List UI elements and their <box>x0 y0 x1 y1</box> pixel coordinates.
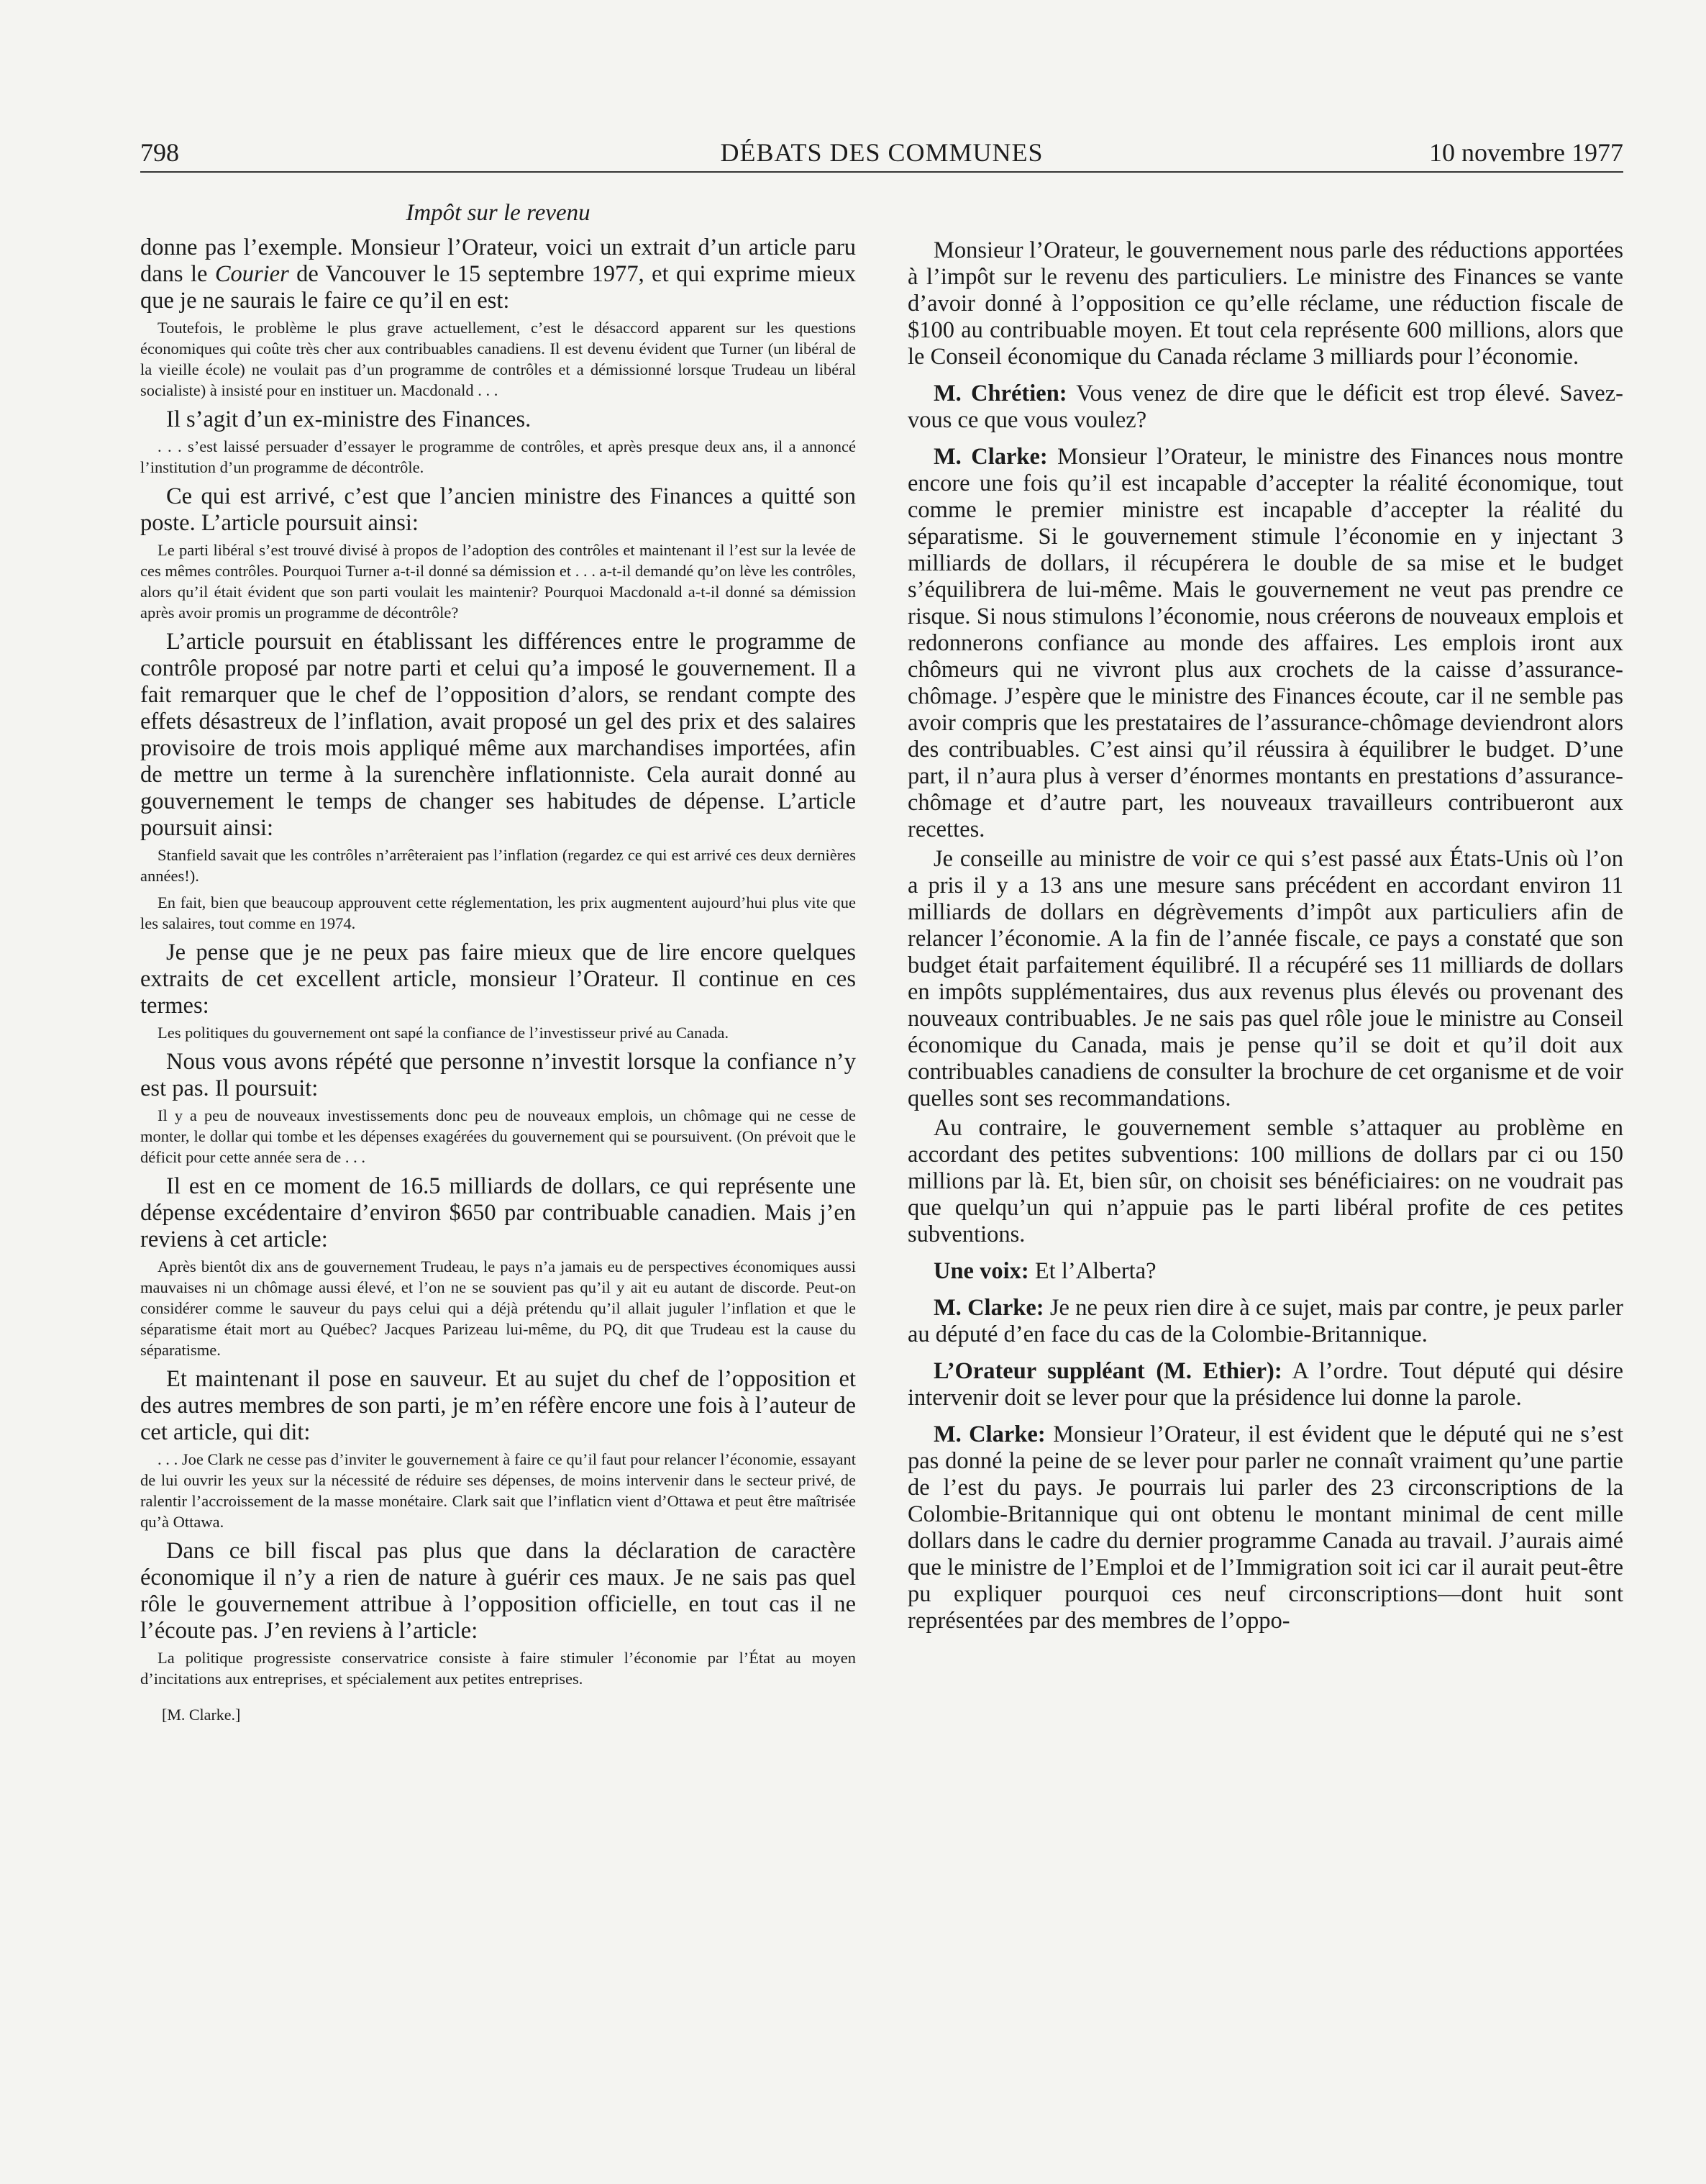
paragraph: donne pas l’exemple. Monsieur l’Orateur, voici un extrait d’un article paru dans le Courier de Vancouver le 15 septembre 1977, et qui exprime mieux que je ne saurais le faire ce qu’il en est: <box>140 235 857 314</box>
quotation: Stanfield savait que les contrôles n’arrêteraient pas l’inflation (regardez ce qui est arrivé ces deux dernières années!). <box>140 846 856 885</box>
quotation: Le parti libéral s’est trouvé divisé à propos de l’adoption des contrôles et maintenant il l’est sur la levée de ces mêmes contrôles. Pourquoi Turner a-t-il donné sa démission et . . . a-t-il demandé qu’on lève les contrôles, alors qu’il était évident que son parti voulait les maintenir? Pourquoi Macdonald a-t-il donné sa démission après avoir promis un programme de décontrôle? <box>140 541 856 622</box>
speech: M. Clarke: Monsieur l’Orateur, il est évident que le député qui ne s’est pas donné la peine de se lever pour parler ne connaît vraiment qu’une partie de l’est du pays. Je pourrais lui parler des 23 circonscriptions de la Colombie-Britannique qui ont obtenu le montant minimal de cent mille dollars dans le cadre du dernier programme Canada au travail. J’aurais aimé que le ministre de l’Emploi et de l’Immigration soit ici car il aurait peut-être pu expliquer pourquoi ces neuf circonscriptions—dont huit sont représentées par des membres de l’oppo- <box>908 1421 1623 1634</box>
right-column <box>908 237 1623 1637</box>
paragraph: Nous vous avons répété que personne n’investit lorsque la confiance n’y est pas. Il poursuit: <box>140 1049 856 1101</box>
paragraph: Et maintenant il pose en sauveur. Et au sujet du chef de l’opposition et des autres membres de son parti, je m’en réfère encore une fois à l’auteur de cet article, qui dit: <box>140 1366 856 1445</box>
speaker-attribution: [M. Clarke.] <box>162 1706 241 1724</box>
speaker-name: M. Clarke: <box>934 1421 1046 1447</box>
speech: M. Chrétien: Vous venez de dire que le déficit est trop élevé. Savez-vous ce que vous voulez? <box>908 381 1623 433</box>
speech: M. Clarke: Monsieur l’Orateur, le ministre des Finances nous montre encore une fois qu’il est incapable d’accepter la réalité économique, tout comme le premier ministre est incapable d’accepter la réalité du séparatisme. Si le gouvernement stimule l’économie en y injectant 3 milliards de dollars, il récupérera le double de sa mise et le budget s’équilibrera de lui-même. Mais le gouvernement ne veut pas prendre ce risque. Si nous stimulons l’économie, nous créerons de nouveaux emplois et redonnerons confiance au monde des affaires. Les emplois iront aux chômeurs qui ne vivront plus aux crochets de la caisse d’assurance-chômage. J’espère que le ministre des Finances écoute, car il ne semble pas avoir compris que les prestataires de l’assurance-chômage deviendront alors des contribuables. C’est ainsi qu’il réussira à équilibrer le budget. D’une part, il n’aura plus à verser d’énormes montants en prestations d’assurance-chômage et d’autre part, les nouveaux travailleurs contribueront aux recettes. <box>908 444 1623 842</box>
paragraph: Au contraire, le gouvernement semble s’attaquer au problème en accordant des petites subventions: 100 millions de dollars par ci ou 150 millions par là. Et, bien sûr, on choisit ses bénéficiaires: on ne voudrait pas que quelqu’un qui n’appuie pas le parti libéral profite de ces petites subventions. <box>908 1115 1623 1247</box>
document-page <box>140 137 1623 2122</box>
speaker-name: L’Orateur suppléant (M. Ethier): <box>934 1358 1282 1384</box>
speaker-name: M. Chrétien: <box>934 381 1067 406</box>
page-number: 798 <box>140 138 179 167</box>
quotation: Il y a peu de nouveaux investissements donc peu de nouveaux emplois, un chômage qui ne cesse de monter, le dollar qui tombe et les dépenses exagérées du gouvernement qui se poursuivent. (On prévoit que le déficit pour cette année sera de . . . <box>140 1106 856 1166</box>
quotation: . . . Joe Clark ne cesse pas d’inviter le gouvernement à faire ce qu’il faut pour relancer l’économie, essayant de lui ouvrir les yeux sur la nécessité de réduire ses dépenses, de moins intervenir dans le secteur privé, de ralentir l’accroissement de la masse monétaire. Clark sait que l’inflaticn vient d’Ottawa et peut être maîtrisée qu’à Ottawa. <box>140 1450 856 1531</box>
publication-title: DÉBATS DES COMMUNES <box>720 138 1044 167</box>
paragraph: L’article poursuit en établissant les différences entre le programme de contrôle proposé par notre parti et celui qu’a imposé le gouvernement. Il a fait remarquer que le chef de l’opposition d’alors, se rendant compte des effets désastreux de l’inflation, avait proposé un gel des prix et des salaires provisoire de trois mois appliqué même aux marchandises importées, afin de mettre un terme à la surenchère inflationniste. Cela aurait donné au gouvernement le temps de changer ses habitudes de dépense. L’article poursuit ainsi: <box>140 629 856 841</box>
quotation: Les politiques du gouvernement ont sapé la confiance de l’investisseur privé au Canada. <box>158 1024 729 1042</box>
quotation: En fait, bien que beaucoup approuvent cette réglementation, les prix augmentent aujourd’hui plus vite que les salaires, tout comme en 1974. <box>140 893 856 932</box>
quotation: Toutefois, le problème le plus grave actuellement, c’est le désaccord apparent sur les questions économiques qui coûte très cher aux contribuables canadiens. Il est devenu évident que Turner (un libéral de la vieille école) ne voulait pas d’un programme de contrôles et a démissionné lorsque Trudeau un libéral socialiste) à insisté pour en instituer un. Macdonald . . . <box>140 319 856 399</box>
speech: L’Orateur suppléant (M. Ethier): A l’ordre. Tout député qui désire intervenir doit se lever pour que la présidence lui donne la parole. <box>908 1358 1623 1411</box>
quotation: Après bientôt dix ans de gouvernement Trudeau, le pays n’a jamais eu de perspectives économiques aussi mauvaises ni un chômage aussi élevé, et l’on ne se souvient pas qu’il y ait eu autant de discorde. Peut-on considérer comme le sauveur du pays celui qui a déjà prétendu qu’il allait juguler l’inflation et que le séparatisme était mort au Québec? Jacques Parizeau lui-même, du PQ, dit que Trudeau est la cause du séparatisme. <box>140 1257 856 1359</box>
paragraph: Monsieur l’Orateur, le gouvernement nous parle des réductions apportées à l’impôt sur le revenu des particuliers. Le ministre des Finances se vante d’avoir donné à l’opposition ce qu’elle réclame, une réduction fiscale de $100 au contribuable moyen. Et tout cela représente 600 millions, alors que le Conseil économique du Canada réclame 3 milliards pour l’économie. <box>908 237 1623 370</box>
quotation: . . . s’est laissé persuader d’essayer le programme de contrôles, et après presque deux ans, il a annoncé l’institution d’un programme de décontrôle. <box>140 437 856 476</box>
publication-date: 10 novembre 1977 <box>1429 138 1623 167</box>
left-column <box>140 197 856 1725</box>
paragraph: Ce qui est arrivé, c’est que l’ancien ministre des Finances a quitté son poste. L’article poursuit ainsi: <box>140 483 856 536</box>
quotation: La politique progressiste conservatrice consiste à faire stimuler l’économie par l’État au moyen d’incitations aux entreprises, et spécialement aux petites entreprises. <box>140 1649 856 1688</box>
speaker-name: M. Clarke: <box>934 1295 1044 1321</box>
speech: Une voix: Et l’Alberta? <box>934 1258 1157 1284</box>
paragraph: Je pense que je ne peux pas faire mieux que de lire encore quelques extraits de cet excellent article, monsieur l’Orateur. Il continue en ces termes: <box>140 939 856 1019</box>
paragraph: Il s’agit d’un ex-ministre des Finances. <box>166 406 532 432</box>
paragraph: Je conseille au ministre de voir ce qui s’est passé aux États-Unis où l’on a pris il y a 13 ans une mesure sans précédent en accordant environ 11 milliards de dollars en dégrèvements d’impôt aux particuliers afin de relancer l’économie. A la fin de l’année fiscale, ce pays a constaté que son budget était parfaitement équilibré. Il a récupéré ses 11 milliards de dollars en impôts supplémentaires, dus aux revenus plus élevés ou provenant des nouveaux contribuables. Je ne sais pas quel rôle joue le ministre au Conseil économique du Canada, mais je pense qu’il se doit et qu’il doit aux contribuables canadiens de consulter la brochure de cet organisme et de voir quelles sont ses recommandations. <box>908 846 1623 1111</box>
paragraph: Il est en ce moment de 16.5 milliards de dollars, ce qui représente une dépense excédentaire d’environ $650 par contribuable canadien. Mais j’en reviens à cet article: <box>140 1173 856 1252</box>
page-header <box>140 137 1623 173</box>
speaker-name: Une voix: <box>934 1258 1029 1284</box>
paragraph: Dans ce bill fiscal pas plus que dans la déclaration de caractère économique il n’y a rien de nature à guérir ces maux. Je ne sais pas quel rôle le gouvernement attribue à l’opposition officielle, en tout cas il ne l’écoute pas. J’en reviens à l’article: <box>140 1538 856 1644</box>
speech: M. Clarke: Je ne peux rien dire à ce sujet, mais par contre, je peux parler au député d’en face du cas de la Colombie-Britannique. <box>908 1295 1623 1347</box>
speaker-name: M. Clarke: <box>934 444 1048 470</box>
running-head: Impôt sur le revenu <box>406 200 590 226</box>
